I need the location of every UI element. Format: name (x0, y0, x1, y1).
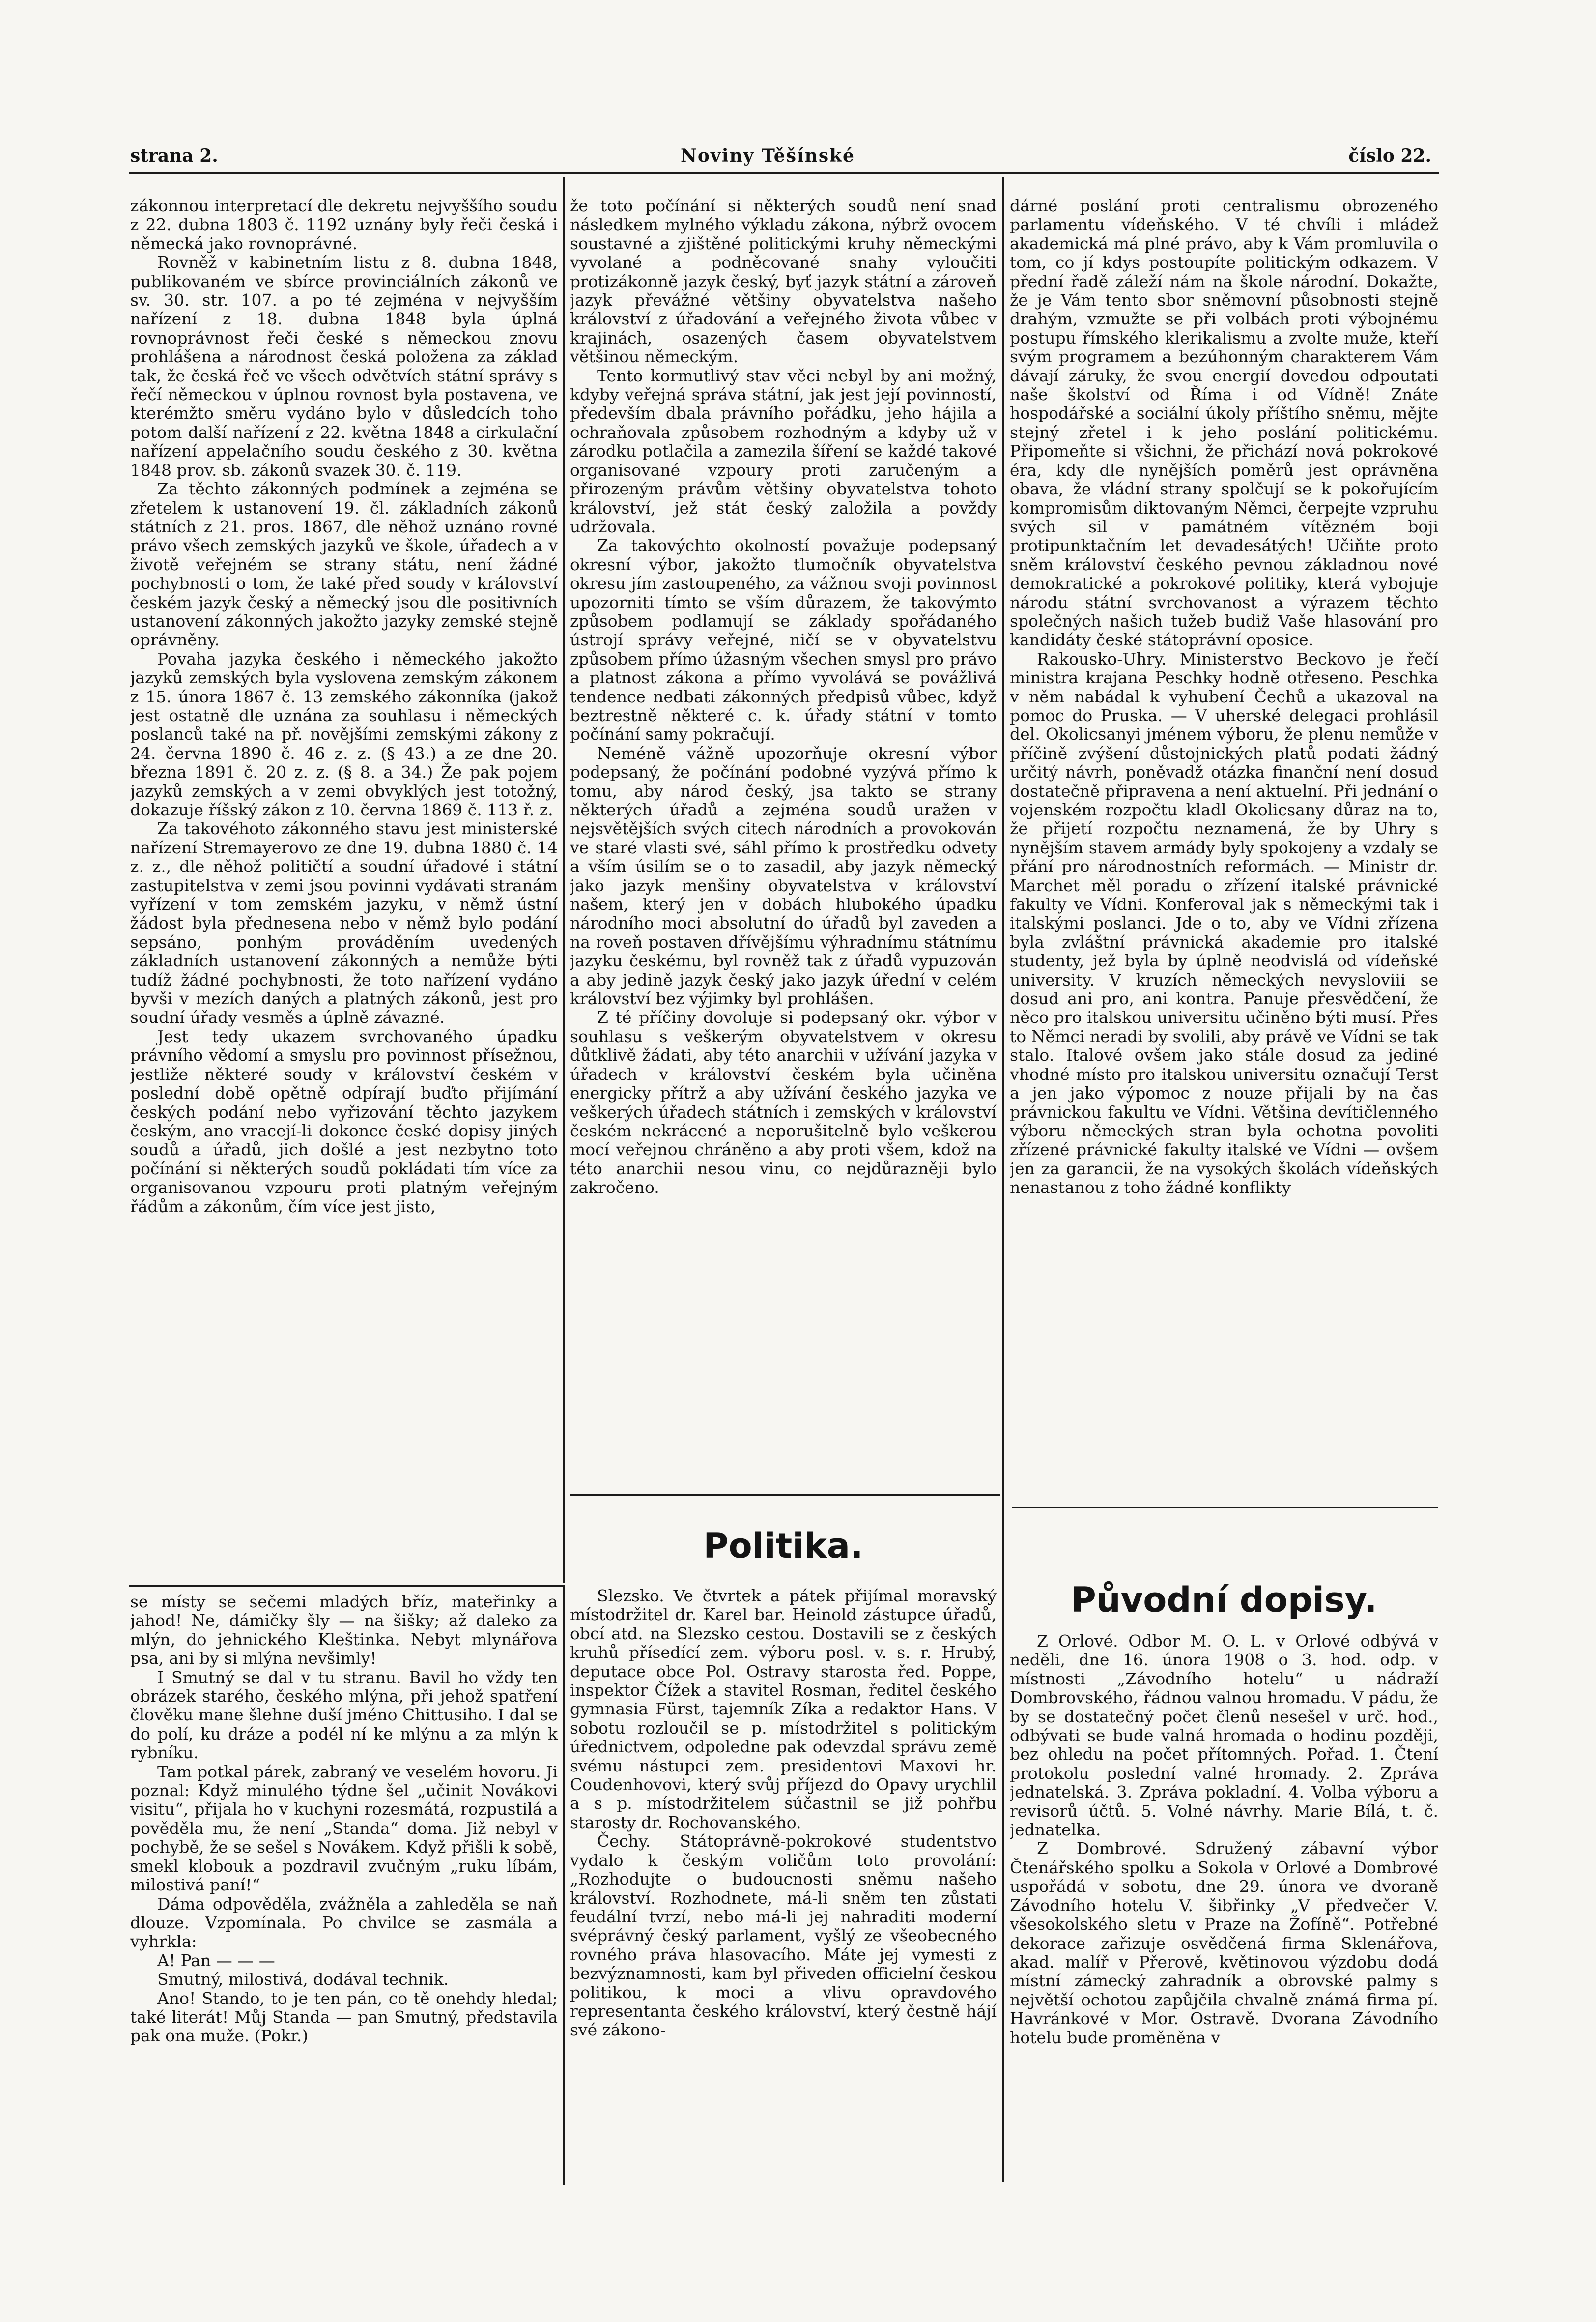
paragraph: že toto počínání si některých soudů není snad následkem mylného výkladu zákona, nýbrž ovocem soustavné a zjištěné politickými kruhy německými vyvolané a podněcované snahy vyloučiti protizákonně jazyk český, byť jazyk státní a zároveň jazyk převážné většiny obyvatelstva našeho království z úřadování a veřejného života vůbec v krajinách, osazených časem obyvatelstvem většinou německým. (570, 197, 997, 367)
paragraph: Dáma odpověděla, zvážněla a zahleděla se naň dlouze. Vzpomínala. Po chvilce se zasmála a vyhrkla: (130, 1894, 558, 1951)
column-3-article (1010, 197, 1438, 1502)
paragraph: Ano! Stando, to je ten pán, co tě onehdy hledal; také literát! Můj Standa — pan Smutný, představila pak ona muže. (Pokr.) (130, 1988, 558, 2046)
paragraph: Z té příčiny dovoluje si podepsaný okr. výbor v souhlasu s veškerým obyvatelstvem v okresu důtklivě žádati, aby této anarchii v užívání jazyka v úřadech v království českém byla učiněna energicky přítrž a aby užívání českého jazyka ve veškerých úřadech státních i zemských v království českém nekrácené a neporušitelně bylo veškerou mocí veřejnou chráněno a aby proti všem, kdož na této anarchii nesou vinu, co nejdůrazněji bylo zakročeno. (570, 1008, 997, 1197)
paragraph: Tento kormutlivý stav věci nebyl by ani možný, kdyby veřejná správa státní, jak jest její povinností, především dbala právního pořádku, jeho hájila a ochraňovala způsobem rozhodným a kdyby už v zárodku potlačila a zamezila šíření se každé takové organisované vzpoury proti zaručeným a přirozeným právům většiny obyvatelstva tohoto království, jež stát český založila a povždy udržovala. (570, 366, 997, 536)
paragraph: dárné poslání proti centralismu obrozeného parlamentu vídeňského. V té chvíli i mládež akademická má plné právo, aby k Vám promluvila o tom, co jí kdys postoupíte politickým odkazem. V přední řadě záleží nám na škole národní. Dokažte, že je Vám tento sbor sněmovní působnosti stejně drahým, vzmužte se při volbách proti výbojnému postupu římského klerikalismu a zvolte muže, kteří svým programem a bezúhonným charakterem Vám dávají záruky, že svou energií dovedou odpoutati naše školství od Říma i od Vídně! Znáte hospodářské a sociální úkoly příštího sněmu, mějte stejný zřetel i k jeho poslání politickému. Připomeňte si všichni, že přichází nová pokrokové éra, kdy dle nynějších poměrů jest oprávněna obava, že vládní strany spolčují se k pokořujícím kompromisům diktovaným Němci, čerpejte vzpruhu svých sil v památném vítězném boji protipunktačním let devadesátých! Učiňte proto sněm království českého pevnou základnou nové demokratické a pokrokové politiky, která vybojuje národu státní svrchovanost a výrazem těchto společných našich tužeb budiž Vaše hlasování pro kandidáty české státoprávní oposice. (1010, 197, 1438, 650)
paragraph: A! Pan — — — (157, 1950, 275, 1970)
paragraph: Rovněž v kabinetním listu z 8. dubna 1848, publikovaném ve sbírce provinciálních zákonů ve sv. 30. str. 107. a po té zejména v nejvyšším nařízení z 18. dubna 1848 byla úplná rovnoprávnost řeči české s německou znovu prohlášena a národnost česká položena za základ tak, že česká řeč ve všech odvětvích státní správy s řečí německou v úplnou rovnost byla postavena, ve kterémžto směru vydáno bylo v důsledcích toho potom další nařízení z 22. května 1848 a cirkulační nařízení appelačního soudu českého z 30. května 1848 prov. sb. zákonů svazek 30. č. 119. (130, 253, 558, 480)
puvodni-dopisy-section (1010, 1632, 1438, 2182)
page-header (130, 145, 1431, 168)
paragraph: Za takovéhoto zákonného stavu jest ministerské nařízení Stremayerovo ze dne 19. dubna 1880 č. 14 z. z., dle něhož političtí a soudní úřadové i státní zastupitelstva v zemi jsou povinni vydávati stranám vyřízení v tom zemském jazyku, v němž ústní žádost byla přednesena nebo v němž bylo podání sepsáno, ponhým prováděním uvedených základních ustanovení zákonných a nemůže býti tudíž žádné pochybnosti, že toto nařízení vydáno byvši v mezích daných a platných zákonů, jest pro soudní úřady vesměs a úplně závazné. (130, 819, 558, 1027)
politika-section (570, 1587, 997, 2182)
paragraph: I Smutný se dal v tu stranu. Bavil ho vždy ten obrázek starého, českého mlýna, při jehož spatření člověku mane šlehne duší jméno Chittusiho. I dal se do polí, ku dráze a podél ní ke mlýnu a za mlýn k rybníku. (130, 1667, 558, 1763)
feuilleton-rule (129, 1585, 564, 1587)
paragraph: Tam potkal párek, zabraný ve veselém hovoru. Ji poznal: Když minulého týdne šel „učinit Novákovi visitu“, přijala ho v kuchyni rozesmátá, rozpustilá a pověděla mu, že není „Standa“ doma. Již nebyl v pochybě, že se sešel s Novákem. Když přišli k sobě, smekl klobouk a pozdravil zvučným „ruku líbám, milostivá paní!“ (130, 1762, 558, 1895)
paragraph: Za těchto zákonných podmínek a zejména se zřetelem k ustanovení 19. čl. základních zákonů státních z 21. pros. 1867, dle něhož uznáno rovné právo všech zemských jazyků ve škole, úřadech a v životě veřejném se strany státu, není žádné pochybnosti o tom, že také před soudy v království českém jazyk český a německý jsou dle positivních ustanovení zákonných jakožto jazyky zemské stejně oprávněny. (130, 479, 558, 650)
paragraph: Smutný, milostivá, dodával technik. (157, 1970, 449, 1989)
paragraph: Slezsko. Ve čtvrtek a pátek přijímal moravský místodržitel dr. Karel bar. Heinold zástupce úřadů, obcí atd. na Slezsko cestou. Dostavili se z českých kruhů přísedící zem. výboru posl. v. s. r. Hrubý, deputace obce Pol. Ostravy starosta řed. Poppe, inspektor Čížek a stavitel Rosman, ředitel českého gymnasia Fürst, tajemník Zíka a redaktor Hans. V sobotu rozloučil se p. místodržitel s politickým úřednictvem, odpoledne pak odevzdal správu země svému nástupci zem. presidentovi Maxovi hr. Coudenhovovi, který svůj příjezd do Opavy urychlil a s p. místodržitelem súčastnil se již pohřbu starosty dr. Rochovanského. (570, 1587, 997, 1832)
paragraph: Čechy. Státoprávně-pokrokové studentstvo vydalo k českým voličům toto provolání: „Rozhodujte o budoucnosti sněmu našeho království. Rozhodnete, má-li sněm ten zůstati feudální tvrzí, nebo má-li jej nahraditi moderní svéprávný český parlament, vyšlý ze všeobecného rovného práva hlasovacího. Máte jej vymesti z bezvýznamnosti, kam byl přiveden officielní českou politikou, k moci a vlivu opravdového representanta českého království, který čestně hájí své zákono- (570, 1831, 997, 2040)
paragraph: Povaha jazyka českého i německého jakožto jazyků zemských byla vyslovena zemským zákonem z 15. února 1867 č. 13 zemského zákonníka (jakož jest ostatně dle uznána za souhlasu i německých poslanců také na př. novějšími zemskými zákony z 24. června 1890 č. 46 z. z. (§ 43.) a ze dne 20. března 1891 č. 20 z. z. (§ 8. a 34.) Že pak pojem jazyků zemských a v zemi obvyklých jest totožný, dokazuje říšský zákon z 10. června 1869 č. 113 ř. z. (130, 649, 558, 819)
column-1-article (130, 197, 558, 1580)
paragraph: Z Dombrové. Sdružený zábavní výbor Čtenářského spolku a Sokola v Orlové a Dombrové uspořádá v sobotu, dne 29. února ve dvoraně Závodního hotelu V. šibřinky „V předvečer V. všesokolského sletu v Praze na Žofíně“. Potřebné dekorace zařizuje osvědčená firma Sklenářova, akad. malíř v Přerově, květinovou výzdobu dodá místní zámecký zahradník a obrovské palmy s největší ochotou zapůjčila chvalně známá firma pí. Havránkové v Mor. Ostravě. Dvorana Závodního hotelu bude proměněna v (1010, 1839, 1438, 2047)
politika-heading: Politika. (703, 1526, 863, 1566)
paragraph: se místy se sečemi mladých bříz, mateřinky a jahod! Ne, dámičky šly — na šišky; až daleko za mlýn, do jehnického Kleštinka. Nebyt mlynářova psa, ani by si mlýna nevšimly! (130, 1593, 558, 1668)
paragraph: zákonnou interpretací dle dekretu nejvyššího soudu z 22. dubna 1803 č. 1192 uznány byly řeči česká i německá jako rovnoprávné. (130, 197, 558, 253)
puvodni-dopisy-heading: Původní dopisy. (1071, 1580, 1377, 1620)
feuilleton-story (130, 1593, 558, 2182)
paragraph: Neméně vážně upozorňuje okresní výbor podepsaný, že počínání podobné vyzývá přímo k tomu, aby národ český, jsa takto se strany některých úřadů a zejména soudů uražen v nejsvětějších svých citech národních a provokován ve staré vlasti své, sáhl přímo k prostředku odvety a vším úsilím se o to zasadil, aby jazyk německý jako jazyk menšiny obyvatelstva v království našem, který jen v dobách hlubokého úpadku národního moci absolutní do úřadů byl zaveden a na roveň postaven dřívějšímu výhradnímu státnímu jazyku českému, byl rovněž tak z úřadů vypuzován a aby jedině jazyk český jako jazyk úřední v celém království bez výjimky byl prohlášen. (570, 743, 997, 1009)
column-divider-2 (1002, 177, 1004, 2182)
paragraph: Z Orlové. Odbor M. O. L. v Orlové odbývá v neděli, dne 16. února 1908 o 3. hod. odp. v místnosti „Závodního hotelu“ u nádraží Dombrovského, řádnou valnou hromadu. V pádu, že by se dostatečný počet členů nesešel v urč. hod., odbývati se bude valná hromada o hodinu později, bez ohledu na počet přítomných. Pořad. 1. Čtení protokolu poslední valné hromady. 2. Zpráva jednatelská. 3. Zpráva pokladní. 4. Volba výboru a revisorů účtů. 5. Volné návrhy. Marie Bílá, t. č. jednatelka. (1010, 1632, 1438, 1840)
politika-rule (570, 1494, 1000, 1496)
newspaper-title: Noviny Těšínské (681, 145, 855, 166)
paragraph: Za takovýchto okolností považuje podepsaný okresní výbor, jakožto tlumočník obyvatelstva okresu jím zastoupeného, za vážnou svoji povinnost upozorniti tímto se vším důrazem, že takovýmto způsobem podlamují se základy spořádaného ústrojí správy veřejné, ničí se v obyvatelstvu způsobem přímo úžasným všechen smysl pro právo a platnost zákona a přímo vyvolává se povážlivá tendence nedbati zákonných předpisů vůbec, když beztrestně některé c. k. úřady státní v tomto počínání samy pokračují. (570, 536, 997, 744)
issue-number: číslo 22. (1348, 145, 1431, 166)
paragraph: Rakousko-Uhry. Ministerstvo Beckovo je řečí ministra krajana Peschky hodně otřeseno. Peschka v něm nabádal k vyhubení Čechů a ukazoval na pomoc do Pruska. — V uherské delegaci prohlásil del. Okolicsanyi jménem výboru, že plenu nemůže v příčině zvýšení důstojnických platů podati žádný určitý návrh, poněvadž otázka finanční není dosud dostatečně připravena a není aktuelní. Při jednání o vojenském rozpočtu kladl Okolicsany důraz na to, že přijetí rozpočtu neznamená, že by Uhry s nynějším stavem armády byly spokojeny a vzdaly se přání pro národnostních reformách. — Ministr dr. Marchet měl poradu o zřízení italské právnické fakulty ve Vídni. Konferoval jak s německými tak i italskými poslanci. Jde o to, aby ve Vídni zřízena byla zvláštní právnická akademie pro italské studenty, jež byla by úplně neodvislá od vídeňské university. V kruzích německých nevysloviii se dosud ani pro, ani kontra. Panuje přesvědčení, že něco pro italskou universitu učiněno býti musí. Přes to Němci neradi by svolili, aby právě ve Vídni se tak stalo. Italové ovšem jako stále dosud za jediné vhodné místo pro italskou universitu označují Terst a jen jako výpomoc z nouze přijali by na čas právnickou fakultu ve Vídni. Většina devítičlenného výboru německých stran byla ochotna povoliti zřízené právnické fakulty italské ve Vídni — ovšem jen za garancii, že na vysokých školách vídeňských nenastanou z toho žádné konflikty (1010, 649, 1438, 1197)
dopisy-rule (1012, 1507, 1438, 1508)
paragraph: Jest tedy ukazem svrchovaného úpadku právního vědomí a smyslu pro povinnost přísežnou, jestliže některé soudy v království českém v poslední době opětně odpírají buďto přijímání českých podání nebo vyřizování těchto jazykem českým, ano vracejí-li dokonce české dopisy jiných soudů a úřadů, jich došlé a jest nezbytno toto počínání si některých soudů pokládati tím více za organisovanou vzpouru proti platným veřejným řádům a zákonům, čím více jest jisto, (130, 1026, 558, 1216)
column-2-article (570, 197, 997, 1462)
column-divider-1 (563, 177, 565, 1583)
page-number: strana 2. (130, 145, 218, 166)
header-rule (129, 172, 1439, 174)
feuilleton-divider (563, 1585, 565, 2185)
